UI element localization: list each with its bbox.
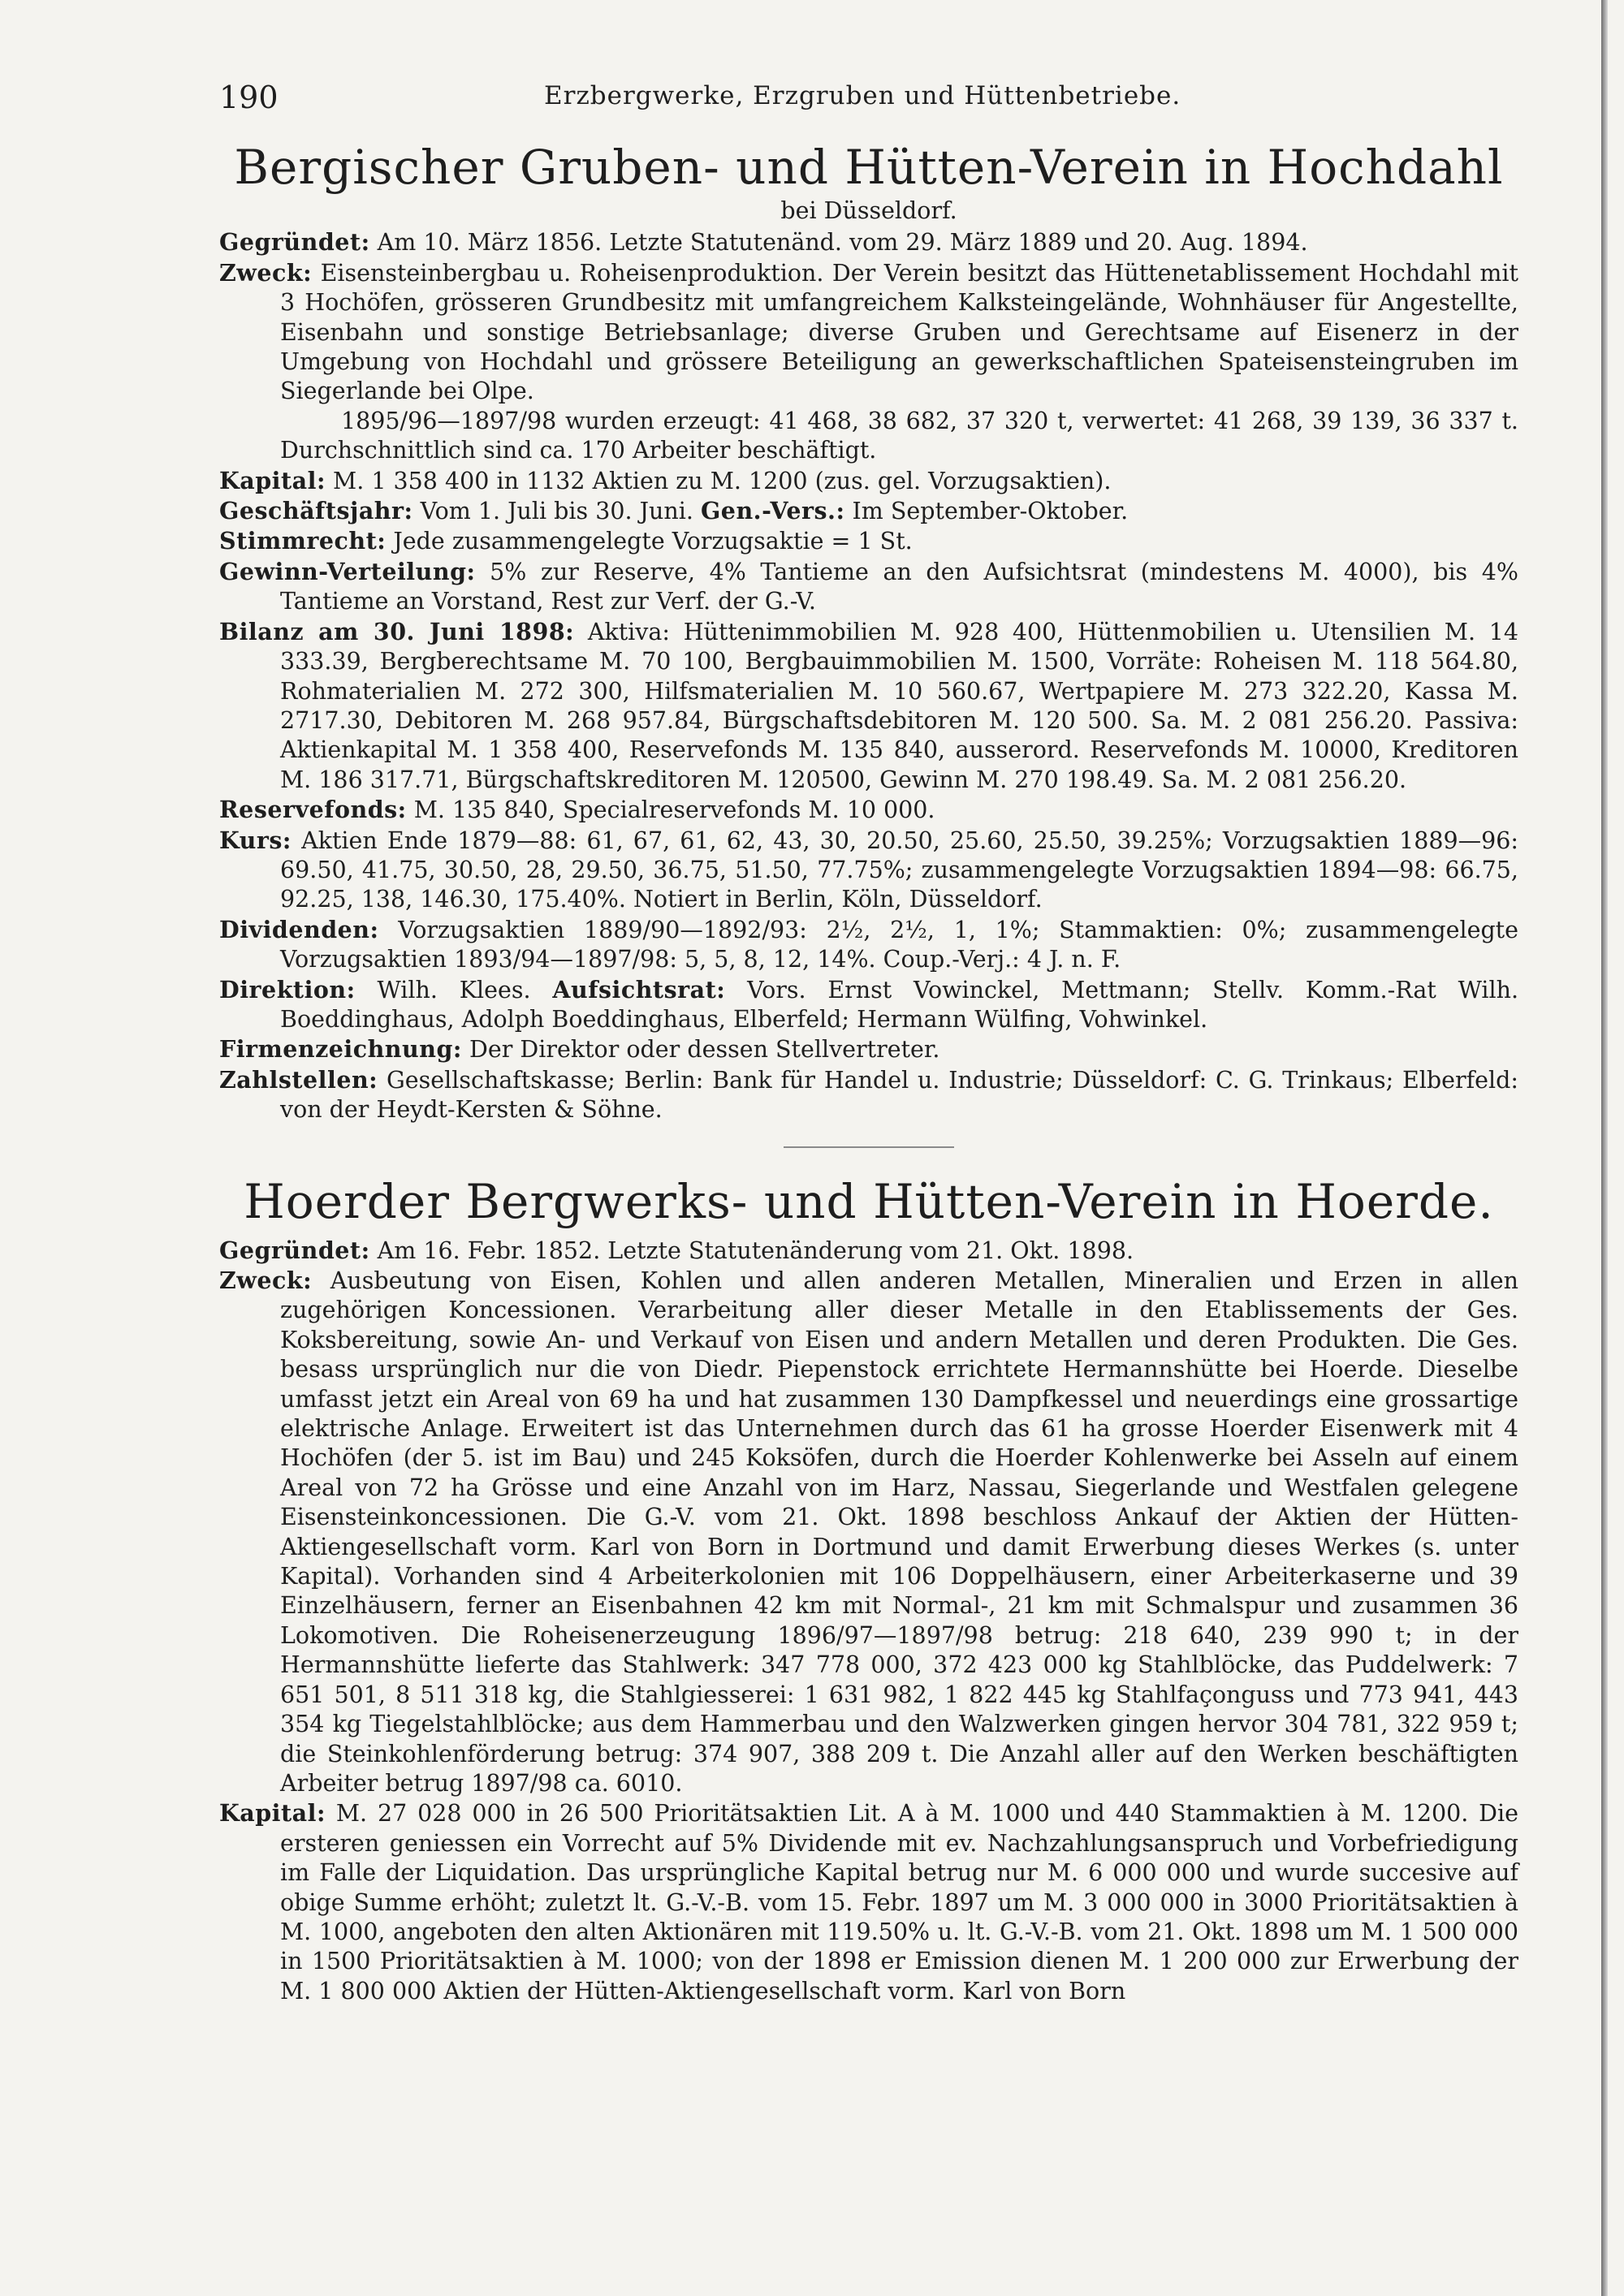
entry-stimmrecht — [219, 526, 1518, 556]
entry-kurs — [219, 826, 1518, 915]
entry-production — [280, 407, 1518, 466]
entry-bilanz — [219, 617, 1518, 795]
entry-zahlstellen — [219, 1065, 1518, 1125]
entry-key: Direktion: — [219, 975, 356, 1003]
entry-key: Reservefonds: — [219, 796, 407, 824]
entry-key: Stimmrecht: — [219, 527, 387, 555]
entry-key: Aufsichtsrat: — [552, 975, 726, 1003]
entry-key: Kurs: — [219, 826, 292, 854]
entry-zweck — [219, 258, 1518, 407]
entry-text: Am 16. Febr. 1852. Letzte Statutenänderung vom 21. Okt. 1898. — [377, 1236, 1134, 1264]
entry-text: Aktien Ende 1879—88: 61, 67, 61, 62, 43, 30, 20.50, 25.60, 25.50, 39.25%; Vorzugsaktien 1889—96: 69.50, 41.75, 30.50, 28, 29.50, 36.75, 51.50, 77.75%; zusammengelegte Vorzugsaktien 1894—98: 66.75, 92.25, 138, 146.30, 175.40%. Notiert in Berlin, Köln, Düsseldorf. — [280, 826, 1519, 913]
entry-key: Gegründet: — [219, 1236, 370, 1264]
company-title-hoerder: Hoerder Bergwerks- und Hütten-Verein in Hoerde. — [244, 1173, 1494, 1229]
entry-text: 5% zur Reserve, 4% Tantieme an den Aufsichtsrat (mindestens M. 4000), bis 4% Tantieme an Vorstand, Rest zur Verf. der G.-V. — [280, 558, 1518, 615]
running-title: Erzbergwerke, Erzgruben und Hüttenbetriebe. — [544, 81, 1181, 110]
entry-text: M. 1 358 400 in 1132 Aktien zu M. 1200 (zus. gel. Vorzugsaktien). — [333, 467, 1112, 494]
entry-key: Gegründet: — [219, 228, 370, 257]
entry-text: Jede zusammengelegte Vorzugsaktie = 1 St. — [393, 528, 913, 555]
entry-gegruendet — [219, 1236, 1518, 1266]
entry-text: Vorzugsaktien 1889/90—1892/93: 2½, 2½, 1, 1%; Stammaktien: 0%; zusammengelegte Vorzugsaktien 1893/94—1897/98: 5, 5, 8, 12, 14%. Coup.-Verj.: 4 J. n. F. — [280, 916, 1519, 973]
entry-text: Wilh. Klees. — [377, 976, 531, 1003]
entry-text: Vors. Ernst Vowinckel, Mettmann; Stellv. Komm.-Rat Wilh. Boeddinghaus, Adolph Boeddinghaus, Elberfeld; Hermann Wülfing, Vohwinkel. — [280, 976, 1519, 1033]
entry-text: Der Direktor oder dessen Stellvertreter. — [469, 1036, 940, 1064]
entry-gewinn-verteilung — [219, 557, 1518, 617]
entry-kapital — [219, 1798, 1518, 2006]
company-subtitle: bei Düsseldorf. — [780, 197, 957, 224]
entry-key: Zweck: — [219, 258, 313, 287]
entry-text: Am 10. März 1856. Letzte Statutenänd. vom 29. März 1889 und 20. Aug. 1894. — [377, 229, 1308, 257]
entry-key: Gewinn-Verteilung: — [219, 557, 476, 585]
entry-reservefonds — [219, 795, 1518, 825]
entry-key: Zweck: — [219, 1267, 313, 1294]
page-number: 190 — [219, 80, 279, 115]
page-body — [219, 138, 1518, 2006]
page-header — [219, 80, 1527, 115]
entry-gegruendet — [219, 227, 1518, 257]
entry-text: Aktiva: Hüttenimmobilien M. 928 400, Hüttenmobilien u. Utensilien M. 14 333.39, Bergberechtsame M. 70 100, Bergbauimmobilien M. 1500, Vorräte: Roheisen M. 118 564.80, Rohmaterialien M. 272 300, Hilfsmaterialien M. 10 560.67, Wertpapiere M. 273 322.20, Kassa M. 2717.30, Debitoren M. 268 957.84, Bürgschaftsdebitoren M. 120 500. Sa. M. 2 081 256.20. Passiva: Aktienkapital M. 1 358 400, Reservefonds M. 135 840, ausserord. Reservefonds M. 10000, Kreditoren M. 186 317.71, Bürgschaftskreditoren M. 120500, Gewinn M. 270 198.49. Sa. M. 2 081 256.20. — [280, 618, 1518, 793]
entry-key: Geschäftsjahr: — [219, 497, 413, 525]
page-edge-shadow — [1601, 0, 1608, 2296]
entry-key: Firmenzeichnung: — [219, 1035, 462, 1064]
entry-key: Dividenden: — [219, 915, 379, 943]
entry-key: Gen.-Vers.: — [700, 497, 845, 525]
entry-text: M. 27 028 000 in 26 500 Prioritätsaktien Lit. A à M. 1000 und 440 Stammaktien à M. 1200. Die ersteren geniessen ein Vorrecht auf 5% Dividende mit ev. Nachzahlungsanspruch und Vorbefriedigung im Falle der Liquidation. Das ursprüngliche Kapital betrug nur M. 6 000 000 und wurde succesive auf obige Summe erhöht; zuletzt lt. G.-V.-B. vom 15. Febr. 1897 um M. 3 000 000 in 3000 Prioritätsaktien à M. 1000, angeboten den alten Aktionären mit 119.50% u. lt. G.-V.-B. vom 21. Okt. 1898 um M. 1 500 000 in 1500 Prioritätsaktien à M. 1000; von der 1898 er Emission dienen M. 1 200 000 zur Erwerbung der M. 1 800 000 Aktien der Hütten-Aktiengesellschaft vorm. Karl von Born — [280, 1800, 1519, 2005]
company-title-bergischer: Bergischer Gruben- und Hütten-Verein in Hochdahl — [234, 140, 1504, 195]
section-divider — [784, 1146, 954, 1148]
entry-key: Kapital: — [219, 466, 326, 494]
entry-direktion — [219, 975, 1518, 1035]
entry-firmenzeichnung — [219, 1034, 1518, 1064]
entry-text: Im September-Oktober. — [852, 498, 1129, 525]
entry-text: Eisensteinbergbau u. Roheisenproduktion. Der Verein besitzt das Hüttenetablissement Hochdahl mit 3 Hochöfen, grösseren Grundbesitz mit umfangreichem Kalksteingelände, Wohnhäuser für Angestellte, Eisenbahn und sonstige Betriebsanlage; diverse Gruben und Gerechtsame auf Eisenerz in der Umgebung von Hochdahl und grössere Beteiligung an gewerkschaftlichen Spateisensteingruben im Siegerlande bei Olpe. — [280, 259, 1518, 405]
entry-text: Vom 1. Juli bis 30. Juni. — [420, 498, 693, 525]
entry-key: Bilanz am 30. Juni 1898: — [219, 617, 575, 645]
entry-key: Kapital: — [219, 1799, 326, 1828]
entry-text: Gesellschaftskasse; Berlin: Bank für Handel u. Industrie; Düsseldorf: C. G. Trinkaus; Elberfeld: von der Heydt-Kersten & Söhne. — [280, 1066, 1518, 1124]
entry-text: Ausbeutung von Eisen, Kohlen und allen anderen Metallen, Mineralien und Erzen in allen zugehörigen Koncessionen. Verarbeitung aller dieser Metalle in den Etablissements der Ges. Koksbereitung, sowie An- und Verkauf von Eisen und andern Metallen und deren Produkten. Die Ges. besass ursprünglich nur die von Diedr. Piepenstock errichtete Hermannshütte bei Hoerde. Dieselbe umfasst jetzt ein Areal von 69 ha und hat zusammen 130 Dampfkessel und neuerdings eine grossartige elektrische Anlage. Erweitert ist das Unternehmen durch das 61 ha grosse Hoerder Eisenwerk mit 4 Hochöfen (der 5. ist im Bau) und 245 Koksöfen, durch die Hoerder Kohlenwerke bei Asseln auf einem Areal von 72 ha Grösse und eine Anzahl von im Harz, Nassau, Siegerlande und Westfalen gelegene Eisensteinkoncessionen. Die G.-V. vom 21. Okt. 1898 beschloss Ankauf der Aktien der Hütten-Aktiengesellschaft vorm. Karl von Born in Dortmund und damit Erwerbung dieses Werkes (s. unter Kapital). Vorhanden sind 4 Arbeiterkolonien mit 106 Doppelhäusern, einer Arbeiterkaserne und 39 Einzelhäusern, ferner an Eisenbahnen 42 km mit Normal-, 21 km mit Schmalspur und zusammen 36 Lokomotiven. Die Roheisenerzeugung 1896/97—1897/98 betrug: 218 640, 239 990 t; in der Hermannshütte lieferte das Stahlwerk: 347 778 000, 372 423 000 kg Stahlblöcke, das Puddelwerk: 7 651 501, 8 511 318 kg, die Stahlgiesserei: 1 631 982, 1 822 445 kg Stahlfaçonguss und 773 941, 443 354 kg Tiegelstahlblöcke; aus dem Hammerbau und den Walzwerken gingen hervor 304 781, 322 959 t; die Steinkohlenförderung betrug: 374 907, 388 209 t. Die Anzahl aller auf den Werken beschäftigten Arbeiter betrug 1897/98 ca. 6010. — [280, 1267, 1518, 1797]
entry-text: 1895/96—1897/98 wurden erzeugt: 41 468, 38 682, 37 320 t, verwertet: 41 268, 39 139, 36 337 t. Durchschnittlich sind ca. 170 Arbeiter beschäftigt. — [280, 407, 1518, 464]
entry-dividenden — [219, 915, 1518, 975]
entry-geschaeftsjahr — [219, 496, 1518, 526]
entry-key: Zahlstellen: — [219, 1065, 378, 1094]
entry-kapital — [219, 466, 1518, 496]
entry-zweck — [219, 1266, 1518, 1798]
entry-text: M. 135 840, Specialreservefonds M. 10 000. — [413, 796, 935, 824]
